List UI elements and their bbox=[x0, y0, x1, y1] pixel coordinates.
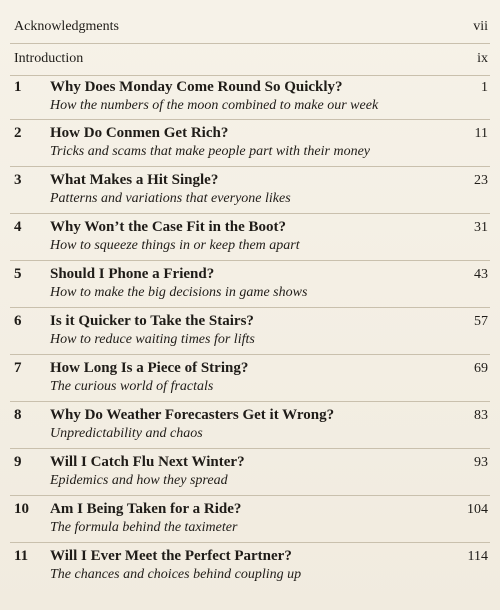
chapter-number: 5 bbox=[14, 266, 22, 282]
chapter-title: Why Does Monday Come Round So Quickly? bbox=[50, 79, 343, 95]
chapter-number: 8 bbox=[14, 407, 22, 423]
front-matter-page: ix bbox=[477, 51, 488, 66]
divider-line bbox=[10, 43, 490, 44]
chapter-number: 9 bbox=[14, 454, 22, 470]
chapter-title: How Long Is a Piece of String? bbox=[50, 360, 249, 376]
divider-line bbox=[10, 495, 490, 496]
divider-line bbox=[10, 213, 490, 214]
divider-line bbox=[10, 401, 490, 402]
chapter-subtitle: The chances and choices behind coupling up bbox=[50, 567, 302, 582]
chapter-title: Why Won’t the Case Fit in the Boot? bbox=[50, 219, 286, 235]
chapter-title: Will I Catch Flu Next Winter? bbox=[50, 454, 245, 470]
divider-line bbox=[10, 166, 490, 167]
chapter-title: What Makes a Hit Single? bbox=[50, 172, 219, 188]
chapter-title: Should I Phone a Friend? bbox=[50, 266, 215, 282]
chapter-subtitle: How to squeeze things in or keep them apart bbox=[50, 238, 300, 253]
chapter-page: 83 bbox=[474, 408, 488, 423]
chapter-subtitle: Unpredictability and chaos bbox=[50, 426, 203, 441]
chapter-page: 43 bbox=[474, 267, 488, 282]
chapter-subtitle: The formula behind the taximeter bbox=[50, 520, 238, 535]
chapter-page: 1 bbox=[481, 80, 488, 95]
divider-line bbox=[10, 260, 490, 261]
chapter-subtitle: How to reduce waiting times for lifts bbox=[50, 332, 255, 347]
chapter-page: 104 bbox=[467, 502, 488, 517]
chapter-title: How Do Conmen Get Rich? bbox=[50, 125, 229, 141]
front-matter-label: Acknowledgments bbox=[14, 19, 119, 34]
chapter-title: Is it Quicker to Take the Stairs? bbox=[50, 313, 254, 329]
front-matter-page: vii bbox=[473, 19, 488, 34]
chapter-page: 57 bbox=[474, 314, 488, 329]
chapter-number: 3 bbox=[14, 172, 22, 188]
chapter-subtitle: How to make the big decisions in game shows bbox=[50, 285, 308, 300]
chapter-number: 1 bbox=[14, 79, 22, 95]
chapter-page: 114 bbox=[467, 549, 488, 564]
chapter-number: 7 bbox=[14, 360, 22, 376]
chapter-title: Am I Being Taken for a Ride? bbox=[50, 501, 242, 517]
divider-line bbox=[10, 307, 490, 308]
chapter-number: 11 bbox=[14, 548, 29, 564]
chapter-page: 31 bbox=[474, 220, 488, 235]
divider-line bbox=[10, 448, 490, 449]
divider-line bbox=[10, 542, 490, 543]
chapter-page: 11 bbox=[474, 126, 488, 141]
chapter-subtitle: Patterns and variations that everyone likes bbox=[50, 191, 291, 206]
chapter-title: Why Do Weather Forecasters Get it Wrong? bbox=[50, 407, 335, 423]
chapter-title: Will I Ever Meet the Perfect Partner? bbox=[50, 548, 292, 564]
chapter-subtitle: How the numbers of the moon combined to make our week bbox=[50, 98, 379, 113]
divider-line bbox=[10, 75, 490, 76]
chapter-subtitle: The curious world of fractals bbox=[50, 379, 214, 394]
chapter-subtitle: Epidemics and how they spread bbox=[50, 473, 228, 488]
chapter-number: 10 bbox=[14, 501, 29, 517]
chapter-number: 6 bbox=[14, 313, 22, 329]
front-matter-label: Introduction bbox=[14, 51, 84, 66]
chapter-subtitle: Tricks and scams that make people part with their money bbox=[50, 144, 371, 159]
chapter-number: 2 bbox=[14, 125, 22, 141]
chapter-page: 93 bbox=[474, 455, 488, 470]
chapter-page: 69 bbox=[474, 361, 488, 376]
chapter-number: 4 bbox=[14, 219, 22, 235]
divider-line bbox=[10, 119, 490, 120]
divider-line bbox=[10, 354, 490, 355]
chapter-page: 23 bbox=[474, 173, 488, 188]
